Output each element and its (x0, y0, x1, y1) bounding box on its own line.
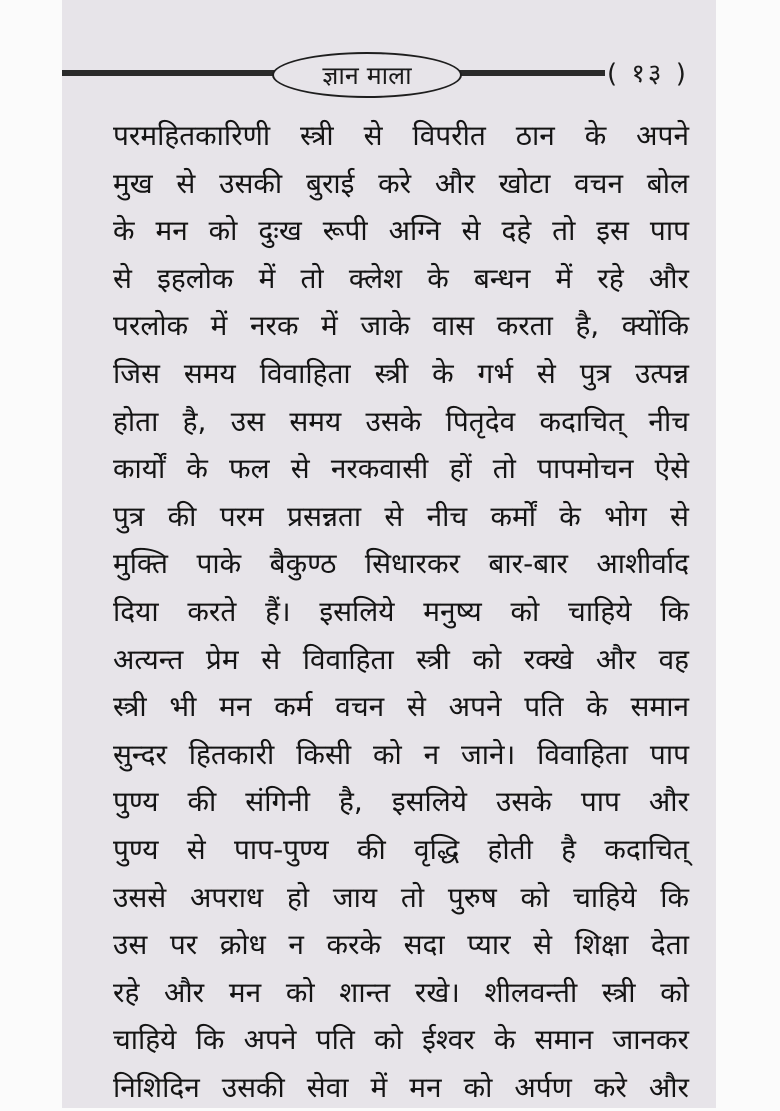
running-title-oval (272, 52, 462, 98)
header-rule-right (447, 70, 605, 76)
text-line: स्त्री भी मन कर्म वचन से अपने पति के समान (113, 690, 689, 724)
page-number: ( १३ ) (607, 59, 689, 89)
text-line: से इहलोक में तो क्लेश के बन्धन में रहे और (113, 261, 689, 295)
text-line: अत्यन्त प्रेम से विवाहिता स्त्री को रक्खे और वह (113, 642, 689, 676)
text-line: मुख से उसकी बुराई करे और खोटा वचन बोल (113, 166, 689, 200)
text-line: पुण्य से पाप-पुण्य की वृद्धि होती है कदाचित् (113, 832, 689, 866)
text-line: परमहितकारिणी स्त्री से विपरीत ठान के अपने (113, 119, 689, 152)
text-line: उस पर क्रोध न करके सदा प्यार से शिक्षा देता (113, 928, 689, 962)
text-line: पुण्य की संगिनी है, इसलिये उसके पाप और (113, 785, 689, 819)
body-text (113, 112, 689, 1111)
text-line: दिया करते हैं। इसलिये मनुष्य को चाहिये कि (113, 594, 689, 628)
running-title: ज्ञान माला (322, 61, 412, 90)
text-line: जिस समय विवाहिता स्त्री के गर्भ से पुत्र उत्पन्न (113, 356, 689, 390)
text-line: चाहिये कि अपने पति को ईश्वर के समान जानकर (113, 1023, 689, 1057)
text-line: पुत्र की परम प्रसन्नता से नीच कर्मों के भोग से (113, 499, 689, 533)
header-rule-left (62, 70, 284, 76)
text-line: निशिदिन उसकी सेवा में मन को अर्पण करे और (113, 1070, 689, 1104)
text-line: सुन्दर हितकारी किसी को न जाने। विवाहिता पाप (113, 737, 689, 771)
text-line: होता है, उस समय उसके पितृदेव कदाचित् नीच (113, 404, 689, 438)
text-line: उससे अपराध हो जाय तो पुरुष को चाहिये कि (113, 880, 689, 914)
text-line: रहे और मन को शान्त रखे। शीलवन्ती स्त्री को (113, 975, 689, 1009)
text-line: के मन को दुःख रूपी अग्नि से दहे तो इस पाप (113, 214, 689, 248)
text-line: परलोक में नरक में जाके वास करता है, क्योंकि (113, 309, 689, 343)
text-line: मुक्ति पाके बैकुण्ठ सिधारकर बार-बार आशीर्वाद (113, 547, 689, 581)
book-page (62, 0, 716, 1108)
text-line: कार्यों के फल से नरकवासी हों तो पापमोचन ऐसे (113, 452, 689, 486)
